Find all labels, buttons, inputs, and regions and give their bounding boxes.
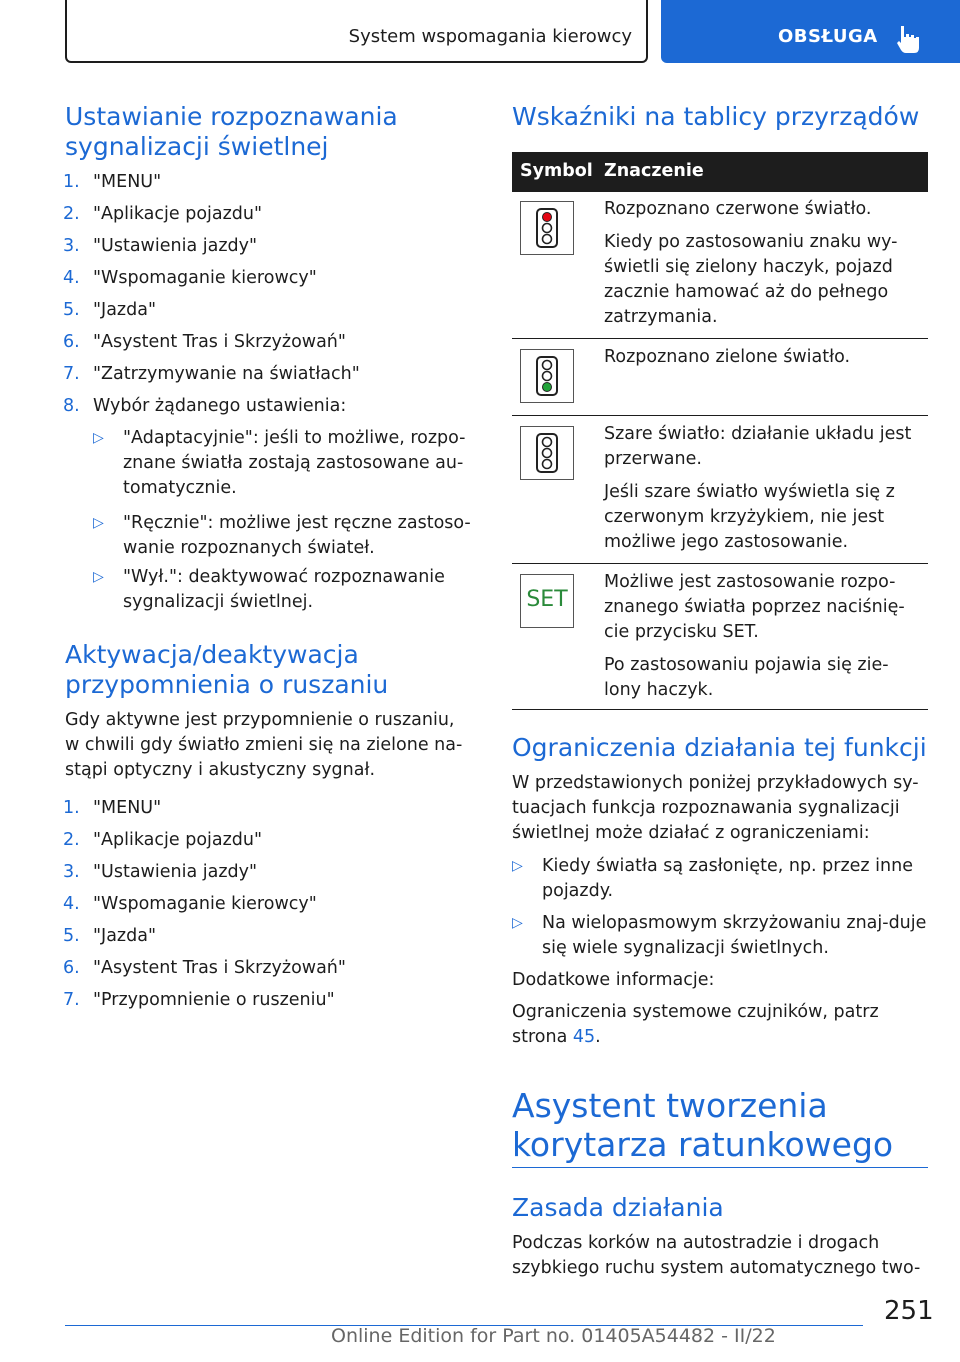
list-item — [63, 988, 473, 1018]
step-text: "Aplikacje pojazdu" — [93, 204, 263, 224]
bullet-text: "Wył.": deaktywować rozpoznawanie sygnalizacji świetlnej. — [123, 567, 445, 612]
page-link[interactable]: 45 — [572, 1027, 596, 1047]
step-number: 7. — [63, 990, 80, 1010]
step-text: "MENU" — [93, 172, 162, 192]
list-item — [63, 298, 473, 328]
section-intro-text: W przedstawionych poniżej przykładowych sy-tuacjach funkcja rozpoznawania sygnalizacji świetlnej może działać z ograniczeniami: — [512, 773, 919, 843]
traffic-light-red-icon — [520, 201, 574, 255]
step-number: 7. — [63, 364, 80, 384]
section-title: Zasada działania — [512, 1193, 724, 1222]
table-cell-meaning — [604, 345, 924, 378]
step-text: "Jazda" — [93, 926, 157, 946]
step-text: "Jazda" — [93, 300, 157, 320]
bullet-triangle-icon: ▷ — [93, 569, 104, 585]
meaning-text: Szare światło: działanie układu jest przerwane. — [604, 424, 912, 469]
bullet-triangle-icon: ▷ — [512, 858, 523, 874]
set-icon-text: SET — [526, 587, 568, 612]
section-start-reminder — [65, 640, 485, 783]
bullet-text: "Adaptacyjnie": jeśli to możliwe, rozpo-znane światła zostają zastosowane au-tomatycznie. — [123, 428, 466, 498]
section-limits — [512, 733, 928, 846]
list-item — [63, 234, 473, 264]
header-tab[interactable] — [661, 0, 960, 63]
bullet-triangle-icon: ▷ — [93, 515, 104, 531]
footer-edition-text: Online Edition for Part no. 01405A54482 - II/22 — [331, 1325, 776, 1347]
section-intro-text: Gdy aktywne jest przypomnienie o ruszaniu, w chwili gdy światło zmieni się na zielone na-stąpi optyczny i akustyczny sygnał. — [65, 710, 463, 780]
extra-info-label: Dodatkowe informacje: — [512, 970, 715, 990]
step-number: 2. — [63, 830, 80, 850]
bullet-text: Kiedy światła są zasłonięte, np. przez inne pojazdy. — [542, 856, 913, 901]
step-number: 5. — [63, 300, 80, 320]
chapter-title-line-1: Asystent tworzenia — [512, 1086, 828, 1125]
step-number: 6. — [63, 332, 80, 352]
list-item — [63, 796, 473, 826]
extra-info-text — [512, 1000, 892, 1050]
step-number: 5. — [63, 926, 80, 946]
step-number: 4. — [63, 268, 80, 288]
step-number: 8. — [63, 396, 80, 416]
table-row-divider — [512, 338, 928, 339]
section-title-line-2: sygnalizacji świetlnej — [65, 132, 329, 161]
meaning-text: Rozpoznano czerwone światło. — [604, 199, 872, 219]
step-text: "Ustawienia jazdy" — [93, 862, 258, 882]
step-number: 3. — [63, 236, 80, 256]
meaning-text: Rozpoznano zielone światło. — [604, 347, 851, 367]
chapter-heading — [512, 1086, 928, 1164]
extra-info-end: . — [595, 1027, 601, 1047]
list-item — [63, 362, 473, 392]
step-text: "Zatrzymywanie na światłach" — [93, 364, 360, 384]
step-text: "Wspomaganie kierowcy" — [93, 268, 317, 288]
step-number: 1. — [63, 798, 80, 818]
meaning-text: Po zastosowaniu pojawia się zie-lony haczyk. — [604, 655, 889, 700]
step-number: 3. — [63, 862, 80, 882]
bullet-text: Na wielopasmowym skrzyżowaniu znaj-duje się wiele sygnalizacji świetlnych. — [542, 913, 927, 958]
section-title — [65, 640, 485, 700]
table-header — [512, 152, 928, 192]
meaning-text: Jeśli szare światło wyświetla się z czerwonym krzyżykiem, nie jest możliwe jego zastosowanie. — [604, 482, 895, 552]
step-text: "Wspomaganie kierowcy" — [93, 894, 317, 914]
header-tab-label: OBSŁUGA — [778, 26, 878, 47]
traffic-light-green-icon — [520, 349, 574, 403]
column-header-symbol: Symbol — [520, 161, 593, 181]
table-section-title: Wskaźniki na tablicy przyrządów — [512, 102, 920, 131]
list-item — [63, 828, 473, 858]
step-number: 1. — [63, 172, 80, 192]
step-text: "Aplikacje pojazdu" — [93, 830, 263, 850]
meaning-text: Możliwe jest zastosowanie rozpo-znanego światła poprzez naciśnię-cie przycisku SET. — [604, 572, 905, 642]
set-icon — [520, 574, 574, 628]
list-item — [63, 394, 473, 424]
step-number: 2. — [63, 204, 80, 224]
header-section-title: System wspomagania kierowcy — [348, 26, 632, 47]
list-item — [63, 330, 473, 360]
column-header-meaning: Znaczenie — [604, 161, 704, 181]
list-item — [63, 924, 473, 954]
bullet-text: "Ręcznie": możliwe jest ręczne zastoso-wanie rozpoznanych świateł. — [123, 513, 471, 558]
table-row-divider — [512, 709, 928, 710]
section-principle — [512, 1193, 928, 1281]
chapter-title-line-2: korytarza ratunkowego — [512, 1125, 894, 1164]
table-cell-meaning — [604, 570, 924, 711]
chapter-divider — [512, 1167, 928, 1168]
hand-pointer-icon — [895, 24, 921, 54]
table-cell-meaning — [604, 197, 924, 338]
list-item — [63, 266, 473, 296]
list-item — [63, 202, 473, 232]
step-number: 4. — [63, 894, 80, 914]
step-text: "Ustawienia jazdy" — [93, 236, 258, 256]
list-item — [63, 170, 473, 200]
traffic-light-gray-icon — [520, 426, 574, 480]
table-row-divider — [512, 415, 928, 416]
section-title-line-1: Aktywacja/deaktywacja — [65, 640, 359, 669]
bullet-triangle-icon: ▷ — [512, 915, 523, 931]
section-traffic-light-settings — [65, 102, 485, 162]
section-title-line-1: Ustawianie rozpoznawania — [65, 102, 398, 131]
step-text: Wybór żądanego ustawienia: — [93, 396, 347, 416]
table-cell-meaning — [604, 422, 924, 563]
extra-info-body: Ograniczenia systemowe czujników, patrz strona — [512, 1002, 879, 1047]
header-section-box — [65, 0, 648, 63]
list-item — [63, 860, 473, 890]
section-body-text: Podczas korków na autostradzie i drogach szybkiego ruchu system automatycznego two- — [512, 1233, 921, 1278]
step-text: "Asystent Tras i Skrzyżowań" — [93, 958, 346, 978]
chapter-title — [512, 1086, 928, 1164]
step-number: 6. — [63, 958, 80, 978]
page-number: 251 — [884, 1296, 934, 1326]
list-item — [63, 956, 473, 986]
step-text: "Asystent Tras i Skrzyżowań" — [93, 332, 346, 352]
section-title: Ograniczenia działania tej funkcji — [512, 733, 927, 762]
table-row-divider — [512, 563, 928, 564]
step-text: "Przypomnienie o ruszeniu" — [93, 990, 335, 1010]
section-title-line-2: przypomnienia o ruszaniu — [65, 670, 389, 699]
list-item — [63, 892, 473, 922]
meaning-text: Kiedy po zastosowaniu znaku wy-świetli się zielony haczyk, pojazd zacznie hamować aż do pełnego zatrzymania. — [604, 232, 898, 327]
step-text: "MENU" — [93, 798, 162, 818]
section-title — [65, 102, 485, 162]
bullet-triangle-icon: ▷ — [93, 430, 104, 446]
